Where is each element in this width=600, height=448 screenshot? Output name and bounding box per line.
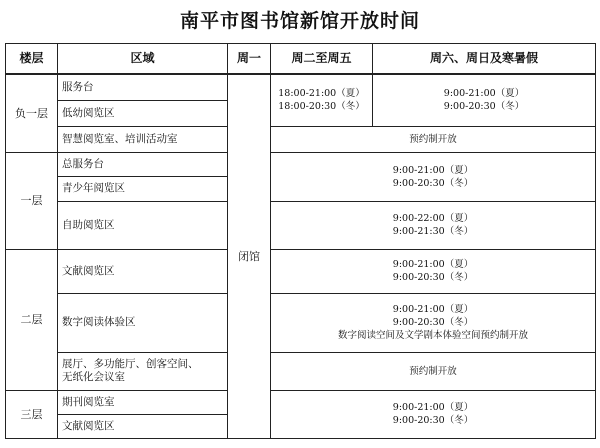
digital-space-notice: 数字阅读空间及文学剧本体验空间预约制开放 xyxy=(337,330,528,341)
hours-winter: 9:00-21:30（冬） xyxy=(392,226,474,237)
table-row xyxy=(6,352,596,390)
hours-winter: 9:00-20:30（冬） xyxy=(392,415,474,426)
area-halls xyxy=(58,352,228,390)
floor-b1: 负一层 xyxy=(6,74,58,152)
b1-weekday-hours xyxy=(271,74,373,126)
table-row xyxy=(6,74,596,100)
hours-winter: 9:00-20:30（冬） xyxy=(392,272,474,283)
monday-closed: 闭馆 xyxy=(228,74,271,438)
page-title: 南平市图书馆新馆开放时间 xyxy=(179,10,420,32)
table-row xyxy=(6,152,596,176)
f1b-hours xyxy=(271,201,596,249)
hours-summer: 18:00-21:00（夏） xyxy=(278,88,365,100)
header-area: 区域 xyxy=(58,44,228,75)
hours-summer: 9:00-21:00（夏） xyxy=(392,304,474,315)
hours-winter: 18:00-20:30（冬） xyxy=(278,101,365,113)
hours-winter: 9:00-20:30（冬） xyxy=(392,177,474,189)
hours-summer: 9:00-22:00（夏） xyxy=(392,213,474,224)
area-periodical: 期刊阅览室 xyxy=(58,390,228,414)
header-row xyxy=(6,44,596,75)
table-row xyxy=(6,249,596,293)
hours-summer: 9:00-21:00（夏） xyxy=(392,402,474,413)
f3-hours xyxy=(271,390,596,438)
table-row xyxy=(6,390,596,414)
header-tue-fri: 周二至周五 xyxy=(271,44,373,75)
area-literature-reading: 文献阅览区 xyxy=(58,249,228,293)
header-monday: 周一 xyxy=(228,44,271,75)
hours-summer: 9:00-21:00（夏） xyxy=(392,164,474,176)
area-main-service-desk: 总服务台 xyxy=(58,152,228,176)
table-row xyxy=(6,126,596,152)
area-halls-line2: 无纸化会议室 xyxy=(62,371,125,383)
area-toddler-reading: 低幼阅览区 xyxy=(58,100,228,126)
area-smart-reading: 智慧阅览室、培训活动室 xyxy=(58,126,228,152)
floor-3f: 三层 xyxy=(6,390,58,438)
f1a-hours xyxy=(271,152,596,201)
f2a-hours xyxy=(271,249,596,293)
b1-weekend-hours xyxy=(373,74,596,126)
hours-winter: 9:00-20:30（冬） xyxy=(443,101,525,113)
hours-summer: 9:00-21:00（夏） xyxy=(392,259,474,270)
floor-2f: 二层 xyxy=(6,249,58,390)
b1-appointment: 预约制开放 xyxy=(271,126,596,152)
area-service-desk: 服务台 xyxy=(58,74,228,100)
hours-winter: 9:00-20:30（冬） xyxy=(392,317,474,328)
opening-hours-table xyxy=(5,43,596,439)
header-floor: 楼层 xyxy=(6,44,58,75)
hours-summer: 9:00-21:00（夏） xyxy=(443,88,525,100)
area-literature-reading-3f: 文献阅览区 xyxy=(58,414,228,438)
floor-1f: 一层 xyxy=(6,152,58,249)
header-weekend: 周六、周日及寒暑假 xyxy=(373,44,596,75)
area-digital-experience: 数字阅读体验区 xyxy=(58,293,228,352)
table-row xyxy=(6,201,596,249)
f2-appointment: 预约制开放 xyxy=(271,352,596,390)
area-self-service: 自助阅览区 xyxy=(58,201,228,249)
table-row xyxy=(6,293,596,352)
f2b-hours xyxy=(271,293,596,352)
area-youth-reading: 青少年阅览区 xyxy=(58,176,228,201)
area-halls-line1: 展厅、多功能厅、创客空间、 xyxy=(62,358,199,370)
